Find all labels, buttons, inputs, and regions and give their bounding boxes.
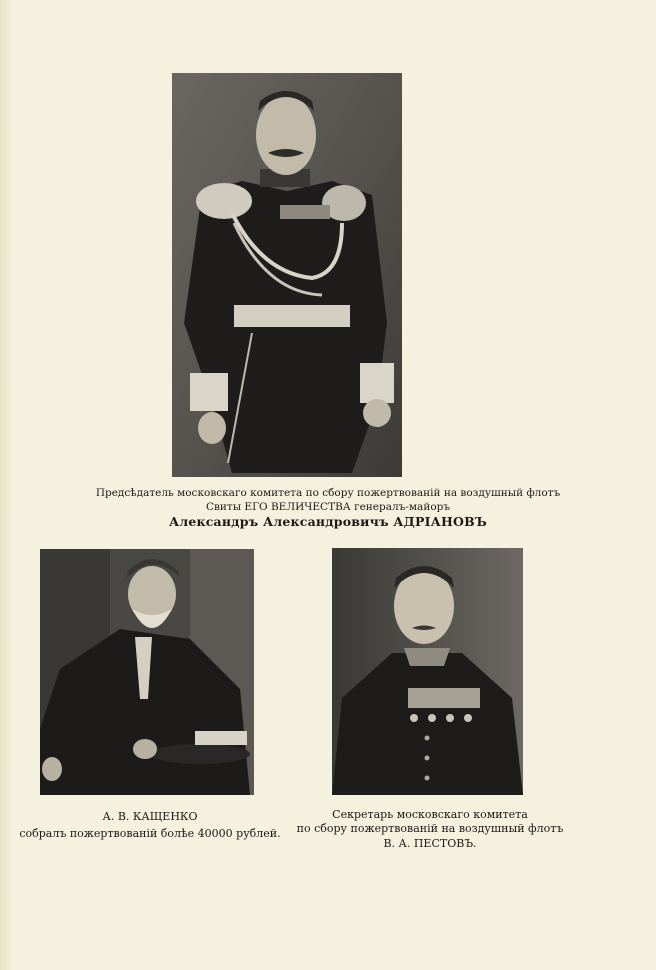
portrait-photo-adrianov: [172, 73, 402, 477]
caption-name-adrianov: Александръ Александровичъ АДРІАНОВЪ: [168, 514, 488, 530]
caption-donation-line: собралъ пожертвованій болѣе 40000 рублей.: [19, 827, 281, 841]
caption-pestov: [290, 808, 570, 851]
caption-committee-line: по сбору пожертвованій на воздушный флотъ: [296, 822, 564, 836]
portrait-photo-kashchenko: [40, 549, 254, 795]
caption-name-pestov: В. А. ПЕСТОВЪ.: [383, 836, 477, 850]
caption-kashchenko: [0, 808, 300, 842]
caption-secretary-line: Секретарь московскаго комитета: [332, 808, 528, 821]
caption-adrianov: [0, 487, 656, 531]
caption-title-line: Предсѣдатель московскаго комитета по сбору пожертвованій на воздушный флотъ: [95, 487, 561, 499]
caption-name-kashchenko: А. В. КАЩЕНКО: [102, 810, 198, 823]
portrait-photo-pestov: [332, 548, 523, 795]
caption-rank-line: Свиты ЕГО ВЕЛИЧЕСТВА генералъ-майоръ: [205, 500, 451, 513]
